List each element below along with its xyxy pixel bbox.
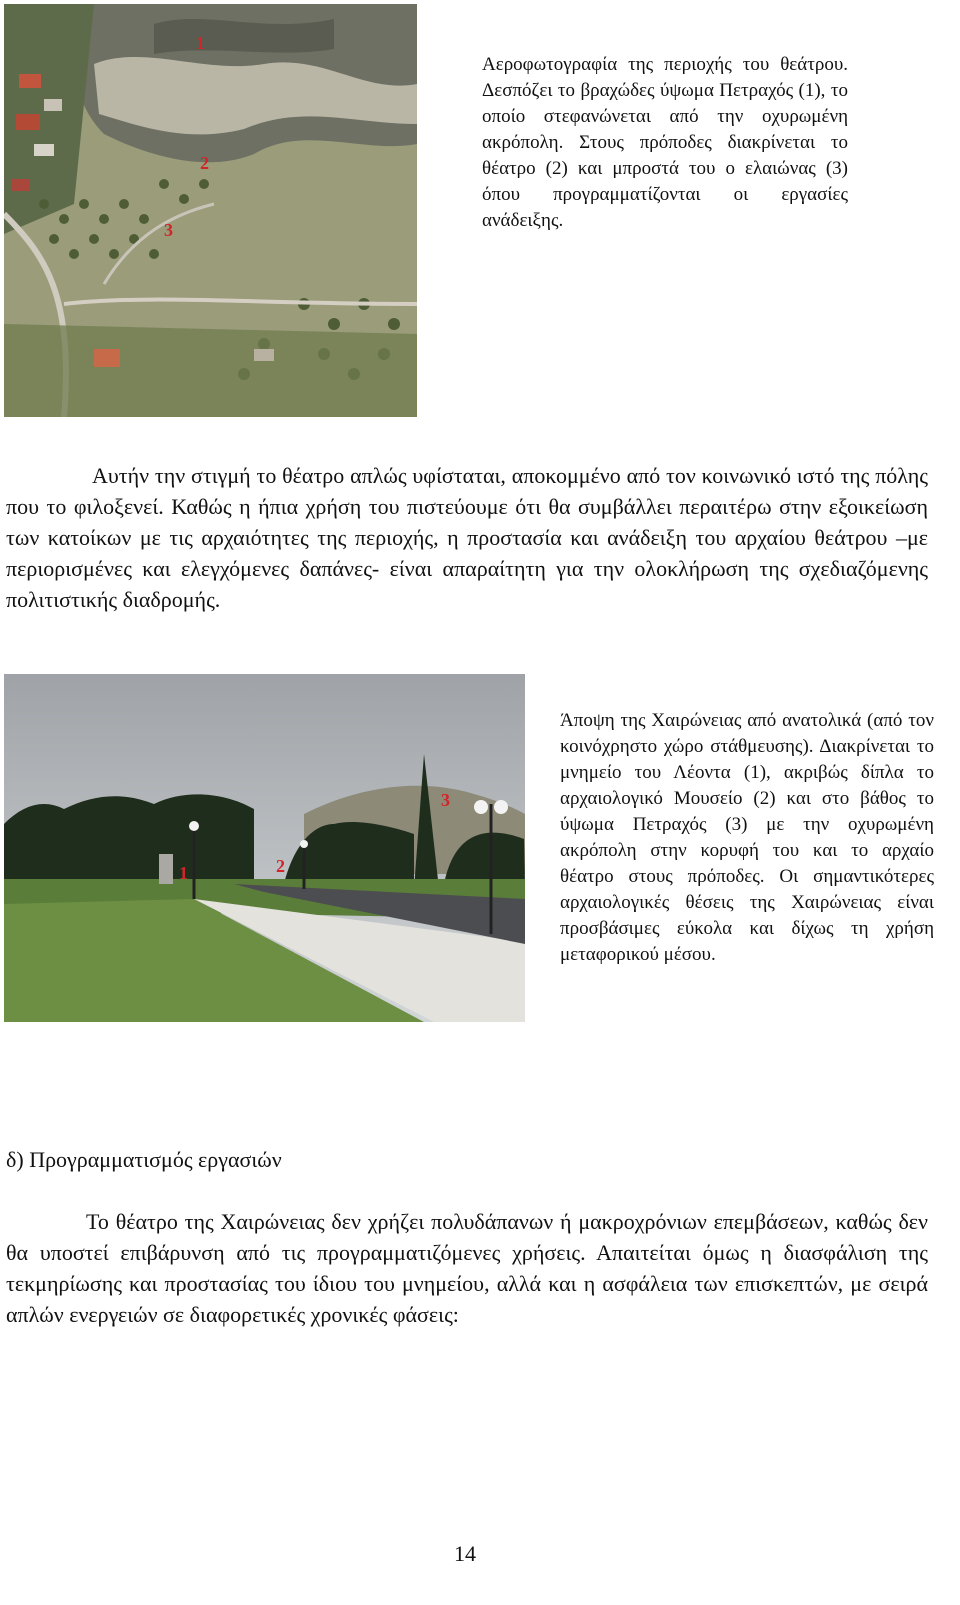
svg-text:2: 2 (276, 856, 285, 876)
svg-text:2: 2 (200, 153, 209, 173)
svg-text:1: 1 (179, 863, 188, 883)
paragraph-work-planning: Το θέατρο της Χαιρώνειας δεν χρήζει πολυδάπανων ή μακροχρόνιων επεμβάσεων, καθώς δεν θα υποστεί επιβάρυνση από τις προγραμματιζόμενες χρήσεις. Απαιτείται όμως η διασφάλιση της τεκμηρίωσης και προστασίας του ίδιου του μνημείου, αλλά και η ασφάλεια των επισκεπτών, με σειρά απλών ενεργειών σε διαφορετικές χρονικές φάσεις: (6, 1209, 928, 1327)
svg-text:1: 1 (196, 33, 205, 53)
svg-text:3: 3 (441, 790, 450, 810)
svg-text:3: 3 (164, 220, 173, 240)
street-view-caption: Άποψη της Χαιρώνειας από ανατολικά (από τον κοινόχρηστο χώρο στάθμευσης). Διακρίνεται το μνημείο του Λέοντα (1), ακριβώς δίπλα το αρχαιολογικό Μουσείο (2) και στο βάθος το ύψωμα Πετραχός (3) με την οχυρωμένη ακρόπολη στην κορυφή του και το αρχαίο θέατρο στους πρόποδες. Οι σημαντικότερες αρχαιολογικές θέσεις της Χαιρώνειας είναι προσβάσιμες εύκολα και δίχως τη χρήση μεταφορικού μέσου. (560, 710, 934, 965)
page-number: 14 (454, 1541, 476, 1566)
aerial-photo (4, 4, 417, 417)
paragraph-current-state: Αυτήν την στιγμή το θέατρο απλώς υφίσταται, αποκομμένο από τον κοινωνικό ιστό της πόλης που το φιλοξενεί. Καθώς η ήπια χρήση του πιστεύουμε ότι θα συμβάλλει περαιτέρω στην εξοικείωση των κατοίκων με τις αρχαιότητες της περιοχής, η προστασία και ανάδειξη του αρχαίου θεάτρου –με περιορισμένες και ελεγχόμενες δαπάνες- είναι απαραίτητη για την ολοκλήρωση της σχεδιαζόμενης πολιτιστικής διαδρομής. (6, 463, 928, 612)
aerial-photo-caption: Αεροφωτογραφία της περιοχής του θεάτρου. Δεσπόζει το βραχώδες ύψωμα Πετραχός (1), το οποίο στεφανώνεται από την οχυρωμένη ακρόπολη. Στους πρόποδες διακρίνεται το θέατρο (2) και μπροστά του ο ελαιώνας (3) όπου προγραμματίζονται οι εργασίες ανάδειξης. (482, 54, 848, 231)
section-heading: δ) Προγραμματισμός εργασιών (6, 1147, 282, 1172)
street-view-photo (4, 674, 525, 1022)
